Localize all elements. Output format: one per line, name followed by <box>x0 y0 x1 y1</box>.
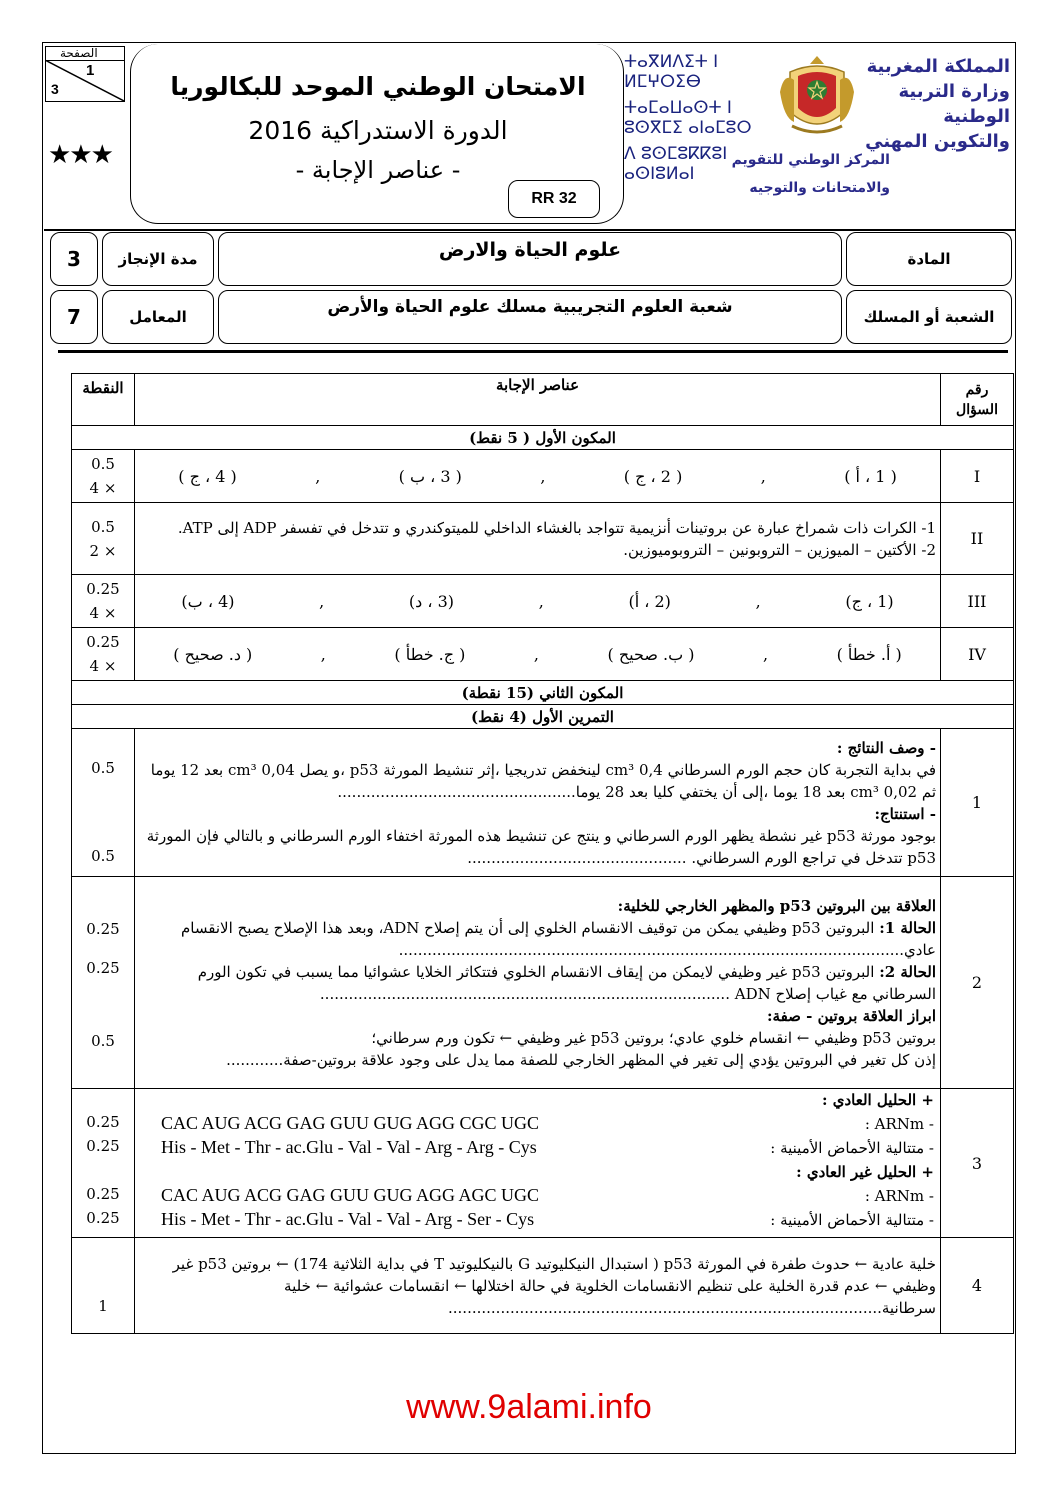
table-row <box>72 503 1014 575</box>
tifinagh-line-3: ⴷ ⵓⵙⵎⵓⴽⴽⵓⵏ ⴰⵙⵏⵓⵍⴰⵏ <box>624 144 728 184</box>
row-II-content <box>135 503 941 575</box>
kingdom-name: المملكة المغربية <box>866 56 1010 77</box>
coefficient-value: 7 <box>50 290 98 344</box>
center-name-1: المركز الوطني للتقويم <box>731 152 890 168</box>
q3-abnormal-mrna: CAC AUG ACG GAG GUU GUG AGG AGC UGC <box>161 1185 540 1205</box>
answer-item: ( 1 ، أ ) <box>844 466 897 486</box>
row-q3-content <box>135 1089 941 1238</box>
branch-value: شعبة العلوم التجريبية مسلك علوم الحياة والأرض <box>218 290 842 344</box>
row-q1-number: 1 <box>941 729 1014 877</box>
footer-website-link[interactable]: www.9alami.info <box>406 1388 652 1426</box>
exercise1-title: التمرين الأول (4 نقط) <box>72 705 1014 729</box>
duration-value: 3 <box>50 232 98 286</box>
answer-item: ( 2 ، ج ) <box>623 466 683 486</box>
row-q2-number: 2 <box>941 877 1014 1089</box>
ministry-block <box>860 54 1010 154</box>
row-IV-number: IV <box>941 628 1014 681</box>
q2-relation: بروتين p53 وظيفي ← انقسام خلوي عادي؛ بروتين p53 غير وظيفي ← تكون ورم سرطاني؛ <box>371 1028 936 1047</box>
q3-abnormal-aa: His - Met - Thr - ac.Glu - Val - Val - Arg - Ser - Cys <box>161 1209 535 1229</box>
row-q3-points: 0.25 0.25 0.25 0.25 <box>72 1089 135 1238</box>
answer-item: ( ج. خطأ ) <box>394 644 466 664</box>
coat-of-arms-icon <box>776 52 858 138</box>
answer-item: (3 ، د) <box>408 591 455 611</box>
row-q4-number: 4 <box>941 1238 1014 1334</box>
q2-heading-2: ابراز العلاقة بروتين - صفة: <box>767 1006 936 1025</box>
q3-abnormal-mrna-label: - ARNm : <box>864 1187 934 1205</box>
q2-case-1: الحالة 1: البروتين p53 وظيفي يمكن من توقيف الانقسام الخلوي إلى أن يتم إصلاح ADN، وبعد هذا الإصلاح يصبح الانقسام عادي.......................................................................................................... <box>181 918 936 959</box>
ministry-name: وزارة التربية الوطنية <box>898 81 1010 127</box>
tifinagh-line-2: ⵜⴰⵎⴰⵡⴰⵙⵜ ⵏ ⵓⵙⴳⵎⵉ ⴰⵏⴰⵎⵓⵔ <box>624 98 752 138</box>
exam-title: الامتحان الوطني الموحد للبكالوريا <box>170 72 586 101</box>
q2-heading: العلاقة بين البروتين p53 والمظهر الخارجي للخلية: <box>617 896 936 915</box>
tifinagh-line-1: ⵜⴰⴳⵍⴷⵉⵜ ⵏ ⵍⵎⵖⵔⵉⴱ <box>624 52 719 92</box>
row-III-number: III <box>941 575 1014 628</box>
duration-label: مدة الإنجاز <box>102 232 214 286</box>
answer-table <box>71 373 1014 1334</box>
row-q2-points: 0.25 0.25 0.5 <box>72 877 135 1089</box>
row-II-points: 0.5 2 × <box>72 503 135 575</box>
page-total: 3 <box>51 81 59 97</box>
ministry-name-2: والتكوين المهني <box>865 131 1010 152</box>
info-top-rule <box>44 229 1016 231</box>
row-II-number: II <box>941 503 1014 575</box>
center-block <box>700 146 890 202</box>
answer-item: ( د. صحيح ) <box>173 644 253 664</box>
answer-item: (1 ، ج) <box>845 591 894 611</box>
q2-case-2: الحالة 2: البروتين p53 غير وظيفي لايمكن من إيقاف الانقسام الخلوي فتتكاثر الخلايا عشوائيا مما يسبب في تكون الورم السرطاني مع غياب إصلاح ADN ...................................................................................... <box>197 962 936 1003</box>
col-question-header: رقم السؤال <box>941 374 1014 426</box>
row-III-points: 0.25 4 × <box>72 575 135 628</box>
row-I-content: ( 1 ، أ ) , ( 2 ، ج ) , ( 3 ، ب ) , ( 4 ، ج ) <box>135 450 941 503</box>
answer-item: ( ب. صحيح ) <box>607 644 695 664</box>
table-header-row <box>72 374 1014 426</box>
center-name-2: والامتحانات والتوجيه <box>749 180 890 196</box>
answer-item: (2 ، أ) <box>628 591 671 611</box>
row-q1-points: 0.5 0.5 <box>72 729 135 877</box>
row-q4-content: خلية عادية ← حدوث طفرة في المورثة p53 ( استبدال النيكليوتيد G بالنيكليوتيد T في بداية الثلاثية 174) ← بروتين p53 غير وظيفي ← عدم قدرة الخلية على تنظيم الانقسامات الخلوية في حالة اختلالها ← انقسامات عشوائية ← خلية سرطانية........................................................................................... <box>135 1238 941 1334</box>
part2-title: المكون الثاني (15 نقطة) <box>72 681 1014 705</box>
answer-item: (4 ، ب) <box>181 591 235 611</box>
subject-value: علوم الحياة والارض <box>218 232 842 286</box>
page-current: 1 <box>86 62 95 79</box>
q3-abnormal-aa-label: - متتالية الأحماض الأمينية : <box>770 1211 934 1229</box>
row-IV-content: ( أ. خطأ ) , ( ب. صحيح ) , ( ج. خطأ ) , ( د. صحيح ) <box>135 628 941 681</box>
difficulty-stars: ★★★ <box>48 140 112 170</box>
q3-normal-aa: His - Met - Thr - ac.Glu - Val - Val - Arg - Arg - Cys <box>161 1137 537 1157</box>
exam-subtitle: - عناصر الإجابة - <box>295 156 461 184</box>
q2-conclusion: إذن كل تغير في البروتين يؤدي إلى تغير في المظهر الخارجي للصفة مما يدل على وجود علاقة بروتين-صفة............ <box>226 1050 936 1069</box>
table-row <box>72 729 1014 877</box>
q1-heading-2: - استنتاج: <box>874 804 936 823</box>
subject-label: المادة <box>846 232 1012 286</box>
exam-session: الدورة الاستدراكية 2016 <box>248 116 508 145</box>
row-q3-number: 3 <box>941 1089 1014 1238</box>
part2-row <box>72 681 1014 705</box>
table-row <box>72 877 1014 1089</box>
q3-normal-mrna-label: - ARNm : <box>864 1115 934 1133</box>
answer-item: ( 3 ، ب ) <box>398 466 462 486</box>
page-label: الصفحة <box>60 46 98 60</box>
q3-normal-heading: + الحليل العادي : <box>821 1091 934 1109</box>
branch-label: الشعبة أو المسلك <box>846 290 1012 344</box>
row-q4-points: 1 <box>72 1238 135 1334</box>
table-row <box>72 575 1014 628</box>
table-row <box>72 1238 1014 1334</box>
row-IV-points: 0.25 4 × <box>72 628 135 681</box>
table-row <box>72 450 1014 503</box>
row-III-content: (1 ، ج) , (2 ، أ) , (3 ، د) , (4 ، ب) <box>135 575 941 628</box>
answer-item: ( أ. خطأ ) <box>836 644 902 664</box>
row-q1-content <box>135 729 941 877</box>
row-q2-content <box>135 877 941 1089</box>
answer-item: ( 4 ، ج ) <box>178 466 237 486</box>
info-bottom-rule <box>58 350 1008 353</box>
q1-text-2: بوجود مورثة p53 غير نشطة يظهر الورم السرطاني و ينتج عن تنشيط هذه المورثة اختفاء الورم السرطاني و بالتالي فإن المورثة p53 تتدخل في تراجع الورم السرطاني. .............................................. <box>146 826 936 867</box>
exercise1-row <box>72 705 1014 729</box>
q3-abnormal-heading: + الحليل غير العادي : <box>796 1163 934 1181</box>
row-I-number: I <box>941 450 1014 503</box>
row-I-points: 0.5 4 × <box>72 450 135 503</box>
q1-heading-1: - وصف النتائج : <box>836 738 936 757</box>
col-points-header: النقطة <box>72 374 135 426</box>
row-II-line-1: 1- الكرات ذات شمراخ عبارة عن بروتينات أنزيمية تتواجد بالغشاء الداخلي للميتوكندري و تتدخل في تفسفر ADP إلى ATP. <box>177 518 936 537</box>
coefficient-label: المعامل <box>102 290 214 344</box>
part1-title: المكون الأول ( 5 نقط) <box>72 426 1014 450</box>
row-II-line-2: 2- الأكتين – الميوزين – التروبونين – التروبوميوزين. <box>623 540 936 559</box>
q1-text-1: في بداية التجربة كان حجم الورم السرطاني 0,4 cm³ لينخفض تدريجيا ،إثر تنشيط المورثة p53 ،و يصل 0,04 cm³ بعد 12 يوما ثم 0,02 cm³ بعد 18 يوما ،إلى أن يختفي كليا بعد 28 يوما.................................................. <box>150 760 936 801</box>
q3-normal-aa-label: - متتالية الأحماض الأمينية : <box>770 1139 934 1157</box>
table-row <box>72 1089 1014 1238</box>
col-answers-header: عناصر الإجابة <box>135 374 941 426</box>
part1-row <box>72 426 1014 450</box>
page-number-box <box>45 46 125 102</box>
exam-code: RR 32 <box>508 180 600 218</box>
table-row <box>72 628 1014 681</box>
q3-normal-mrna: CAC AUG ACG GAG GUU GUG AGG CGC UGC <box>161 1113 540 1133</box>
